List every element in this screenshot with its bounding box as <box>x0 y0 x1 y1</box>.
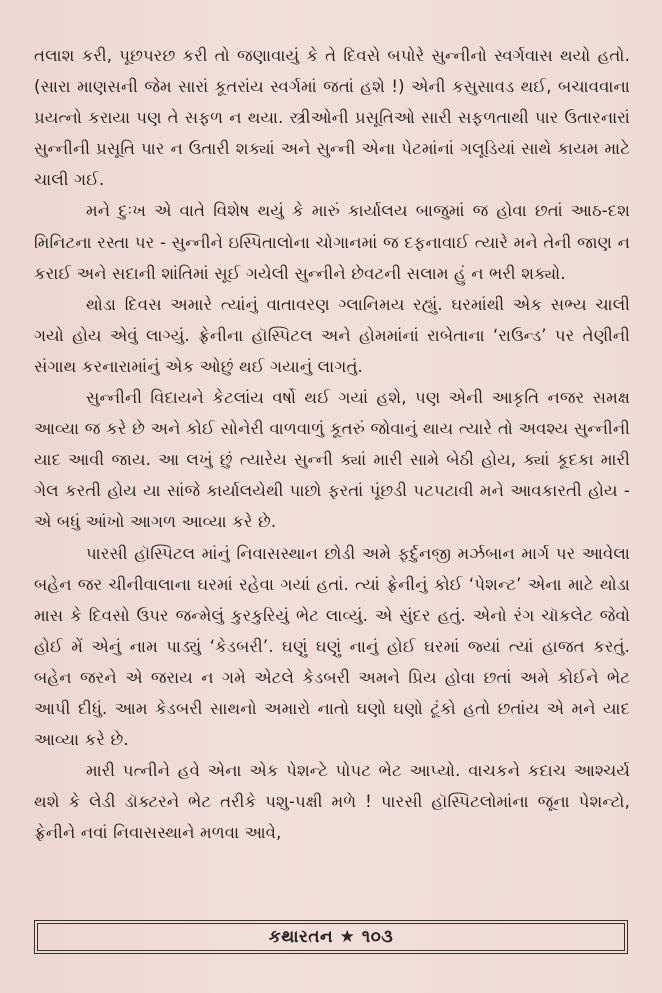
star-separator-icon: ★ <box>339 927 356 947</box>
paragraph-4: સુન્નીની વિદાયને કેટલાંય વર્ષો થઈ ગયાં હશે, પણ એની આકૃતિ નજર સમક્ષ આવ્યા જ કરે છે અને કોઈ સોનેરી વાળવાળું કૂતરું જોવાનું થાય ત્યારે તો અવશ્ય સુન્નીની યાદ આવી જાય. આ લખું છું ત્યારેય સુન્ની ક્યાં મારી સામે બેઠી હોય, ક્યાં કૂદકા મારી ગેલ કરતી હોય યા સાંજે કાર્યાલયેથી પાછો ફરતાં પૂંછડી પટપટાવી મને આવકારતી હોય - એ બધું આંખો આગળ આવ્યા કરે છે. <box>34 388 630 532</box>
paragraph-3: થોડા દિવસ અમારે ત્યાંનું વાતાવરણ ગ્લાનિમય રહ્યું. ઘરમાંથી એક સભ્ય ચાલી ગયો હોય એવું લાગ્યું. ફ્રેનીના હૉસ્પિટલ અને હોમમાંનાં રાબેતાના ‘રાઉન્ડ’ પર તેણીની સંગાથ કરનારામાંનું એક ઓછું થઈ ગયાનું લાગતું. <box>34 294 630 376</box>
page-footer <box>34 920 628 954</box>
body-text <box>34 40 630 848</box>
page-number: ૧૦૩ <box>361 927 394 947</box>
book-title: કથારતન <box>268 927 334 947</box>
paragraph-6: મારી પત્નીને હવે એના એક પેશન્ટે પોપટ ભેટ આપ્યો. વાચકને કદાચ આશ્ચર્ય થશે કે લેડી ડૉક્ટરને ભેટ તરીકે પશુ-પક્ષી મળે ! પારસી હૉસ્પિટલોમાંના જૂના પેશન્ટો, ફ્રેનીને નવાં નિવાસસ્થાને મળવા આવે, <box>34 761 630 843</box>
paragraph-2: મને દુઃખ એ વાતે વિશેષ થયું કે મારું કાર્યાલય બાજુમાં જ હોવા છતાં આઠ-દશ મિનિટના રસ્તા પર - સુન્નીને ઇસ્પિતાલોના ચોગાનમાં જ દફનાવાઈ ત્યારે મને તેની જાણ ન કરાઈ અને સદાની શાંતિમાં સૂઈ ગયેલી સુન્નીને છેવટની સલામ હું ન ભરી શક્યો. <box>34 201 630 283</box>
paragraph-1: તલાશ કરી, પૂછપરછ કરી તો જણાવાયું કે તે દિવસે બપોરે સુન્નીનો સ્વર્ગવાસ થયો હતો. (સારા માણસની જેમ સારાં કૂતરાંય સ્વર્ગમાં જતાં હશે !) એની કસુસાવડ થઈ, બચાવવાના પ્રયત્નો કરાયા પણ તે સફળ ન થયા. સ્ત્રીઓની પ્રસૂતિઓ સારી સફળતાથી પાર ઉતારનારાં સુન્નીની પ્રસૂતિ પાર ન ઉતારી શક્યાં અને સુન્ની એના પેટમાંનાં ગલૂડિયાં સાથે કાયમ માટે ચાલી ગઈ. <box>34 46 630 190</box>
paragraph-5: પારસી હૉસ્પિટલ માંનું નિવાસસ્થાન છોડી અમે ફર્દુનજી મર્ઝબાન માર્ગ પર આવેલા બહેન જર ચીનીવાલાના ઘરમાં રહેવા ગયાં હતાં. ત્યાં ફ્રેનીનું કોઈ ‘પેશન્ટ’ એના માટે થોડા માસ કે દિવસો ઉપર જન્મેલું કુરકુરિયું ભેટ લાવ્યું. એ સુંદર હતું. એનો રંગ ચૉકલેટ જેવો હોઈ મેં એનું નામ પાડ્યું ‘કેડબરી’. ઘણું ઘણું નાનું હોઈ ઘરમાં જ્યાં ત્યાં હાજત કરતું. બહેન જરને એ જરાય ન ગમે એટલે કેડબરી અમને પ્રિય હોવા છતાં અમે કોઈને ભેટ આપી દીધું. આમ કેડબરી સાથનો અમારો નાતો ઘણો ઘણો ટૂંકો હતો છતાંય એ મને યાદ આવ્યા કરે છે. <box>34 543 630 750</box>
footer-label <box>269 927 393 947</box>
